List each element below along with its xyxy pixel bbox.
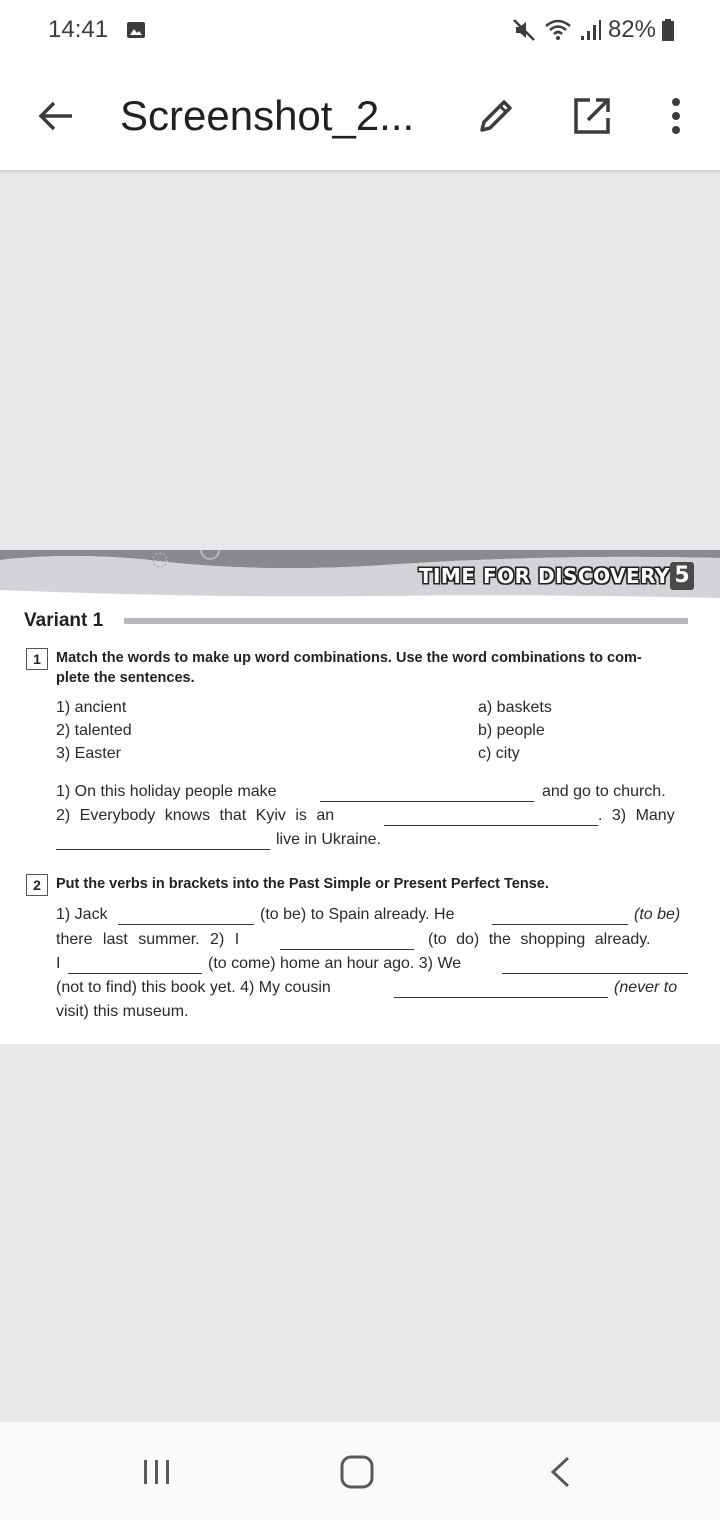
status-indicators xyxy=(512,16,674,44)
answer-blank xyxy=(280,949,414,950)
variant-title: Variant 1 xyxy=(24,610,104,631)
status-bar xyxy=(0,0,720,62)
variant-divider xyxy=(124,618,688,624)
answer-blank xyxy=(502,973,688,974)
home-icon[interactable] xyxy=(338,1454,376,1490)
banner-title: TIME FOR DISCOVERY xyxy=(418,564,670,588)
list-item: b) people xyxy=(478,722,545,739)
sentence-text: (not to find) this book yet. 4) My cousin xyxy=(56,979,331,996)
more-vert-icon[interactable] xyxy=(660,92,692,140)
gallery-notification-icon xyxy=(126,21,146,39)
open-external-icon[interactable] xyxy=(568,92,616,140)
worksheet-image xyxy=(0,550,720,1044)
file-title: Screenshot_2... xyxy=(120,92,415,139)
sentence-text: (to do) the shopping already. xyxy=(428,931,651,948)
sentence-text: I xyxy=(56,955,61,972)
sentence-text: live in Ukraine. xyxy=(276,831,381,848)
system-nav-bar xyxy=(0,1422,720,1520)
wifi-icon xyxy=(544,18,574,42)
answer-blank xyxy=(394,997,608,998)
exercise-instruction: Match the words to make up word combinations. Use the word combinations to com- xyxy=(56,650,642,666)
sentence-text: 1) Jack xyxy=(56,906,108,923)
sentence-text: (never to xyxy=(614,979,678,996)
battery-percent: 82% xyxy=(607,16,656,43)
answer-blank xyxy=(56,849,270,850)
sentence-text: there last summer. 2) I xyxy=(56,931,240,948)
app-bar xyxy=(0,62,720,170)
battery-icon xyxy=(662,19,674,41)
sentence-text: 1) On this holiday people make xyxy=(56,783,277,800)
answer-blank xyxy=(492,924,628,925)
answer-blank xyxy=(384,825,598,826)
pencil-icon[interactable] xyxy=(472,92,520,140)
answer-blank xyxy=(320,801,534,802)
list-item: a) baskets xyxy=(478,699,552,716)
exercise-instruction: Put the verbs in brackets into the Past Simple or Present Perfect Tense. xyxy=(56,876,549,892)
banner-number: 5 xyxy=(670,562,694,590)
mute-icon xyxy=(512,18,538,42)
status-time: 14:41 xyxy=(48,16,109,43)
answer-blank xyxy=(68,973,202,974)
signal-icon xyxy=(580,18,602,42)
back-chevron-icon[interactable] xyxy=(546,1454,574,1490)
list-item: 3) Easter xyxy=(56,745,121,762)
exercise-instruction: plete the sentences. xyxy=(56,670,195,686)
sentence-text: . 3) Many xyxy=(598,807,675,824)
list-item: 1) ancient xyxy=(56,699,127,716)
sentence-text: visit) this museum. xyxy=(56,1003,189,1020)
sentence-text: (to be) xyxy=(634,906,681,923)
arrow-left-icon[interactable] xyxy=(30,90,82,142)
list-item: c) city xyxy=(478,745,520,762)
answer-blank xyxy=(118,924,254,925)
exercise-number: 1 xyxy=(26,648,48,670)
sentence-text: (to come) home an hour ago. 3) We xyxy=(208,955,462,972)
sentence-text: 2) Everybody knows that Kyiv is an xyxy=(56,807,335,824)
sentence-text: (to be) to Spain already. He xyxy=(260,906,455,923)
sentence-text: and go to church. xyxy=(542,783,666,800)
recent-apps-icon[interactable] xyxy=(138,1456,176,1488)
exercise-number: 2 xyxy=(26,874,48,896)
list-item: 2) talented xyxy=(56,722,132,739)
